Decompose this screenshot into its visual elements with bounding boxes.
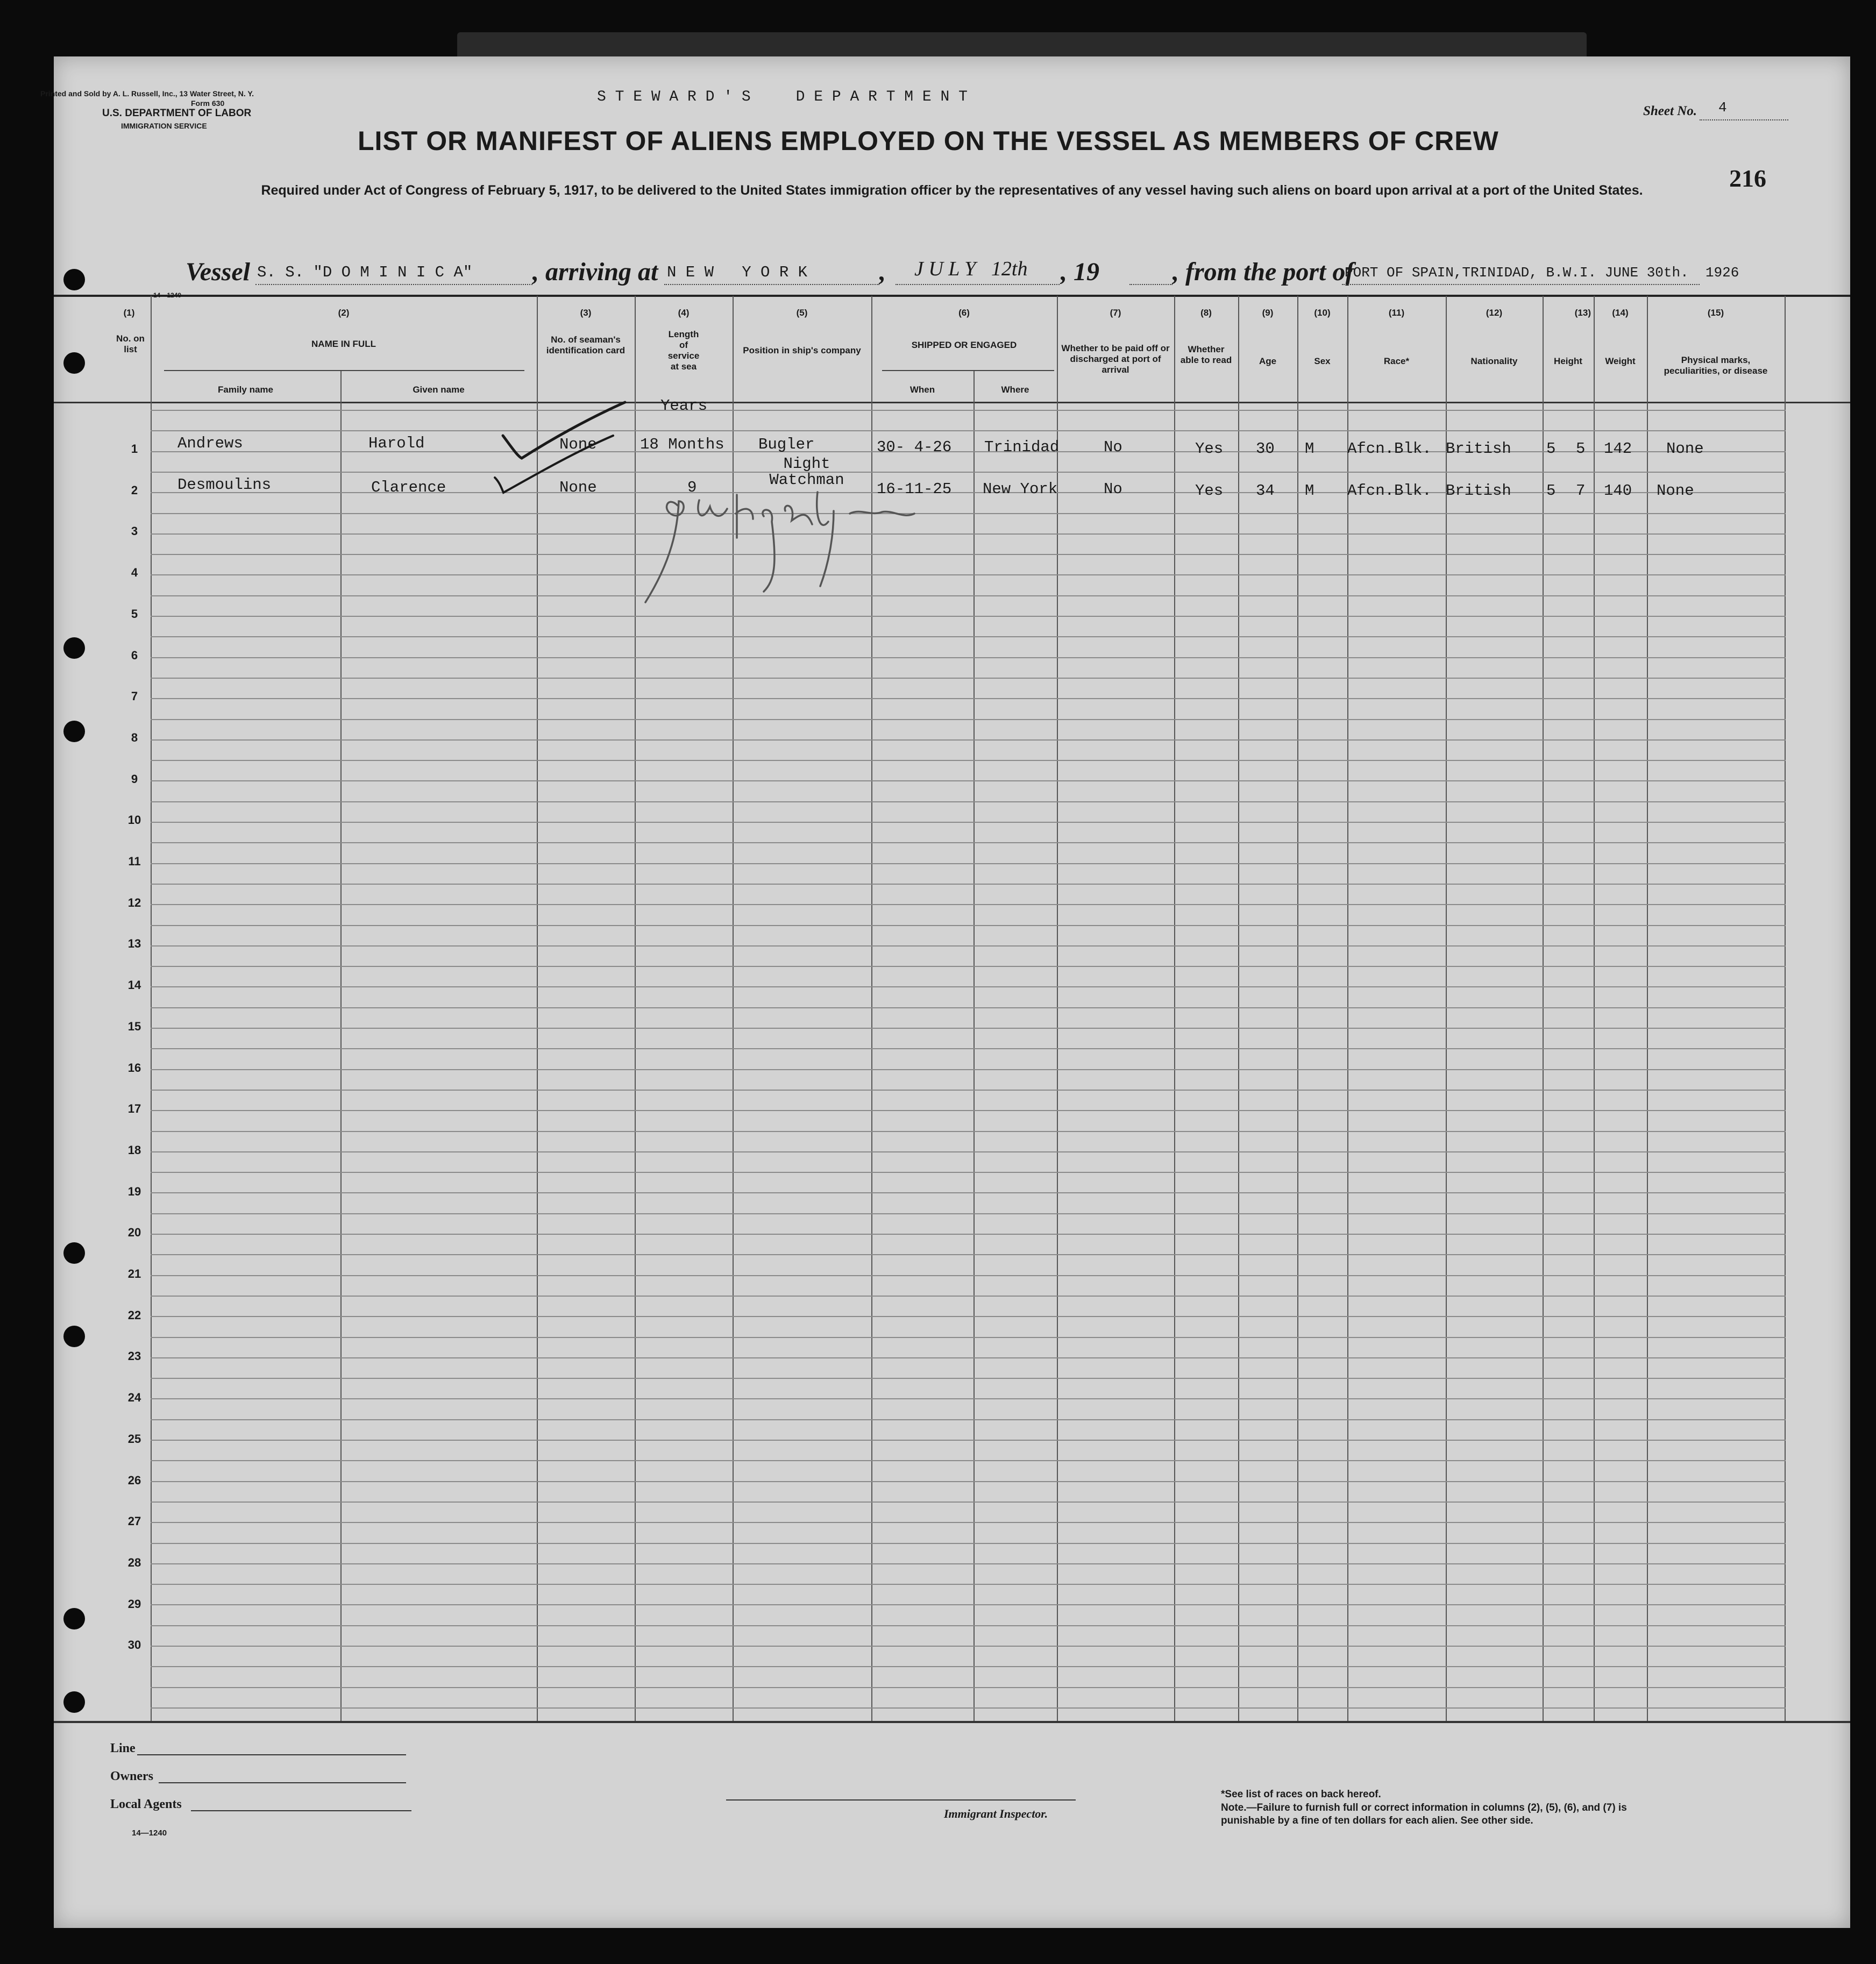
punch-hole bbox=[63, 721, 85, 742]
row-number: 14 bbox=[127, 978, 141, 992]
arrival-date: J U L Y 12th bbox=[914, 258, 1028, 280]
date-underline bbox=[896, 284, 1060, 285]
check-mark bbox=[503, 402, 625, 458]
col6-label: SHIPPED OR ENGAGED bbox=[911, 340, 1017, 350]
row-number: 21 bbox=[127, 1267, 141, 1280]
height-feet-cell: 5 bbox=[1546, 440, 1556, 458]
col14-label: Weight bbox=[1605, 356, 1636, 366]
sex-cell: M bbox=[1305, 440, 1314, 458]
from-port-underline bbox=[1342, 284, 1700, 285]
col15-label: Physical marks, peculiarities, or disease bbox=[1664, 355, 1768, 376]
owners-label: Owners bbox=[110, 1769, 153, 1783]
race-cell: Afcn.Blk. bbox=[1347, 482, 1432, 500]
ruled-line bbox=[151, 966, 1786, 967]
ruled-line bbox=[151, 904, 1786, 905]
service-years-label: Years bbox=[660, 397, 708, 415]
row-number: 30 bbox=[127, 1638, 141, 1652]
col-divider bbox=[973, 371, 975, 1721]
col-divider bbox=[151, 296, 152, 1721]
col8-label: Whether able to read bbox=[1180, 344, 1232, 365]
position-cell: Bugler bbox=[758, 436, 815, 453]
ruled-line bbox=[151, 1378, 1786, 1379]
ruled-line bbox=[151, 1646, 1786, 1647]
ruled-line bbox=[151, 1337, 1786, 1338]
col-divider bbox=[1174, 296, 1175, 1721]
col10-number: (10) bbox=[1314, 308, 1331, 318]
ruled-line bbox=[151, 1131, 1786, 1132]
ruled-line bbox=[151, 1151, 1786, 1152]
date-separator: , bbox=[879, 258, 886, 286]
col7-number: (7) bbox=[1110, 308, 1121, 318]
ruled-line bbox=[151, 636, 1786, 637]
manifest-sheet bbox=[54, 56, 1850, 1928]
col-divider bbox=[1297, 296, 1298, 1721]
line-label: Line bbox=[110, 1741, 136, 1755]
col-divider bbox=[1446, 296, 1447, 1721]
col3-number: (3) bbox=[580, 308, 592, 318]
row-number: 18 bbox=[127, 1143, 141, 1157]
row-number: 26 bbox=[127, 1474, 141, 1487]
ruled-line bbox=[151, 1028, 1786, 1029]
shipped-when-cell: 16-11-25 bbox=[877, 480, 952, 498]
handwritten-marks bbox=[484, 387, 968, 613]
row-number: 7 bbox=[131, 689, 138, 703]
ruled-line bbox=[151, 574, 1786, 575]
year-underline bbox=[1129, 284, 1172, 285]
ruled-line bbox=[151, 945, 1786, 947]
line-underline bbox=[137, 1754, 406, 1755]
ruled-line bbox=[151, 657, 1786, 658]
ruled-line bbox=[151, 1296, 1786, 1297]
family-name-header: Family name bbox=[218, 385, 273, 395]
row-number: 12 bbox=[127, 896, 141, 909]
ruled-line bbox=[151, 1502, 1786, 1503]
punch-hole bbox=[63, 637, 85, 659]
row-number: 25 bbox=[127, 1432, 141, 1446]
shipped-where-cell: Trinidad bbox=[984, 438, 1060, 456]
height-feet-cell: 5 bbox=[1546, 482, 1556, 500]
row-number: 6 bbox=[131, 649, 138, 662]
col-divider bbox=[1347, 296, 1348, 1721]
row-number: 1 bbox=[131, 442, 138, 456]
col5-label: Position in ship's company bbox=[743, 345, 861, 355]
table-bottom-border bbox=[54, 1721, 1850, 1723]
given-name-header: Given name bbox=[413, 385, 465, 395]
col9-number: (9) bbox=[1262, 308, 1274, 318]
ruled-line bbox=[151, 1234, 1786, 1235]
page-subtitle: Required under Act of Congress of February 5, 1917, to be delivered to the United States immigration officer by the representatives of any vessel having such aliens on board upon arrival at a port of the United States. bbox=[261, 183, 1643, 198]
ruled-line bbox=[151, 1213, 1786, 1214]
handwritten-signature bbox=[645, 492, 914, 602]
punch-hole bbox=[63, 1691, 85, 1713]
ruled-line bbox=[151, 410, 1786, 411]
ruled-line bbox=[151, 533, 1786, 535]
form-code-top: 14—1240 bbox=[153, 291, 182, 299]
ruled-line bbox=[151, 884, 1786, 885]
form-code-bottom: 14—1240 bbox=[132, 1828, 167, 1838]
col7-label: Whether to be paid off or discharged at port of arrival bbox=[1061, 343, 1170, 375]
paper-tab-shadow bbox=[457, 32, 1587, 59]
physical-marks-cell: None bbox=[1666, 440, 1704, 458]
ruled-line bbox=[151, 678, 1786, 679]
ruled-line bbox=[151, 1584, 1786, 1585]
col-divider bbox=[340, 371, 342, 1721]
col-divider bbox=[1238, 296, 1239, 1721]
paid-off-cell: No bbox=[1104, 438, 1122, 456]
col-divider bbox=[1057, 296, 1058, 1721]
col13-number: (13) bbox=[1574, 308, 1591, 318]
ruled-line bbox=[151, 1007, 1786, 1008]
ruled-line bbox=[151, 1398, 1786, 1399]
check-mark bbox=[495, 436, 613, 493]
nationality-cell: British bbox=[1446, 482, 1511, 500]
ruled-line bbox=[151, 1625, 1786, 1626]
col2-number: (2) bbox=[338, 308, 350, 318]
ruled-line bbox=[151, 1275, 1786, 1276]
row-number: 2 bbox=[131, 483, 138, 497]
form-number: Form 630 bbox=[191, 99, 225, 108]
col4-number: (4) bbox=[678, 308, 690, 318]
col14-number: (14) bbox=[1612, 308, 1629, 318]
ruled-line bbox=[151, 1522, 1786, 1523]
col1-number: (1) bbox=[123, 308, 135, 318]
ruled-line bbox=[151, 842, 1786, 843]
ruled-line bbox=[151, 925, 1786, 926]
row-number: 23 bbox=[127, 1349, 141, 1363]
col2-label: NAME IN FULL bbox=[311, 339, 376, 349]
col-divider bbox=[1785, 296, 1786, 1721]
col11-number: (11) bbox=[1388, 308, 1405, 318]
ruled-line bbox=[151, 1172, 1786, 1173]
row-number: 20 bbox=[127, 1226, 141, 1239]
row-number: 9 bbox=[131, 772, 138, 786]
local-agents-underline bbox=[191, 1810, 411, 1811]
inspector-signature-line bbox=[726, 1799, 1076, 1801]
local-agents-label: Local Agents bbox=[110, 1797, 182, 1811]
ruled-line bbox=[151, 1707, 1786, 1709]
age-cell: 30 bbox=[1256, 440, 1275, 458]
ruled-line bbox=[151, 1110, 1786, 1111]
shipped-subheader-line bbox=[882, 370, 1054, 371]
given-name-cell: Clarence bbox=[371, 479, 446, 496]
col6-number: (6) bbox=[958, 308, 970, 318]
printer-imprint: Printed and Sold by A. L. Russell, Inc., 13 Water Street, N. Y. bbox=[40, 89, 254, 98]
race-footnote: *See list of races on back hereof. bbox=[1221, 1789, 1381, 1800]
sheet-number-label: Sheet No. bbox=[1643, 104, 1697, 118]
row-number: 19 bbox=[127, 1185, 141, 1198]
row-number: 24 bbox=[127, 1391, 141, 1404]
shipped-where-cell: New York bbox=[983, 480, 1058, 498]
ruled-line bbox=[151, 1090, 1786, 1091]
vessel-underline bbox=[255, 284, 532, 285]
ruled-line bbox=[151, 1316, 1786, 1317]
shipped-where-header: Where bbox=[1001, 385, 1029, 395]
ruled-line bbox=[151, 1543, 1786, 1544]
shipped-when-header: When bbox=[909, 385, 935, 395]
ruled-line bbox=[151, 1069, 1786, 1070]
row-number: 16 bbox=[127, 1061, 141, 1074]
race-cell: Afcn.Blk. bbox=[1347, 440, 1432, 458]
service-cell: 18 Months bbox=[640, 436, 724, 453]
punch-hole bbox=[63, 352, 85, 374]
ruled-line bbox=[151, 1192, 1786, 1193]
punch-hole bbox=[63, 1608, 85, 1629]
department-heading: S T E W A R D ' S D E P A R T M E N T bbox=[597, 89, 968, 105]
ruled-line bbox=[151, 760, 1786, 761]
col8-number: (8) bbox=[1200, 308, 1212, 318]
able-to-read-cell: Yes bbox=[1195, 482, 1224, 500]
arriving-port: N E W Y O R K bbox=[667, 264, 808, 281]
row-number: 28 bbox=[127, 1556, 141, 1569]
ruled-line bbox=[151, 822, 1786, 823]
service-cell: 9 bbox=[687, 479, 697, 496]
ruled-line bbox=[151, 1440, 1786, 1441]
ruled-line bbox=[151, 1419, 1786, 1420]
row-number: 17 bbox=[127, 1102, 141, 1115]
card-cell: None bbox=[559, 479, 597, 496]
owners-underline bbox=[159, 1782, 406, 1783]
col11-label: Race* bbox=[1383, 356, 1410, 366]
ruled-line bbox=[151, 801, 1786, 802]
able-to-read-cell: Yes bbox=[1195, 440, 1224, 458]
inspector-label: Immigrant Inspector. bbox=[944, 1807, 1048, 1820]
col5-number: (5) bbox=[796, 308, 808, 318]
age-cell: 34 bbox=[1256, 482, 1275, 500]
row-number: 11 bbox=[128, 855, 141, 868]
ruled-line bbox=[151, 739, 1786, 741]
col-divider bbox=[1647, 296, 1648, 1721]
row-number: 8 bbox=[131, 731, 138, 744]
ruled-line bbox=[151, 1604, 1786, 1605]
col3-label: No. of seaman's identification card bbox=[546, 335, 626, 355]
col10-label: Sex bbox=[1314, 356, 1331, 366]
page-number: 216 bbox=[1729, 165, 1766, 192]
ruled-line bbox=[151, 1048, 1786, 1049]
ruled-line bbox=[151, 863, 1786, 864]
weight-cell: 142 bbox=[1604, 440, 1632, 458]
ruled-line bbox=[151, 430, 1786, 431]
sex-cell: M bbox=[1305, 482, 1314, 500]
col1-label: No. on list bbox=[116, 333, 145, 354]
card-cell: None bbox=[559, 436, 597, 453]
row-number: 15 bbox=[127, 1020, 141, 1033]
ruled-line bbox=[151, 1481, 1786, 1482]
given-name-cell: Harold bbox=[368, 435, 425, 452]
sheet-number-underline bbox=[1700, 119, 1788, 120]
ruled-line bbox=[151, 1687, 1786, 1688]
col13-label: Height bbox=[1554, 356, 1582, 366]
ruled-line bbox=[151, 513, 1786, 514]
shipped-when-cell: 30- 4-26 bbox=[877, 438, 952, 456]
ruled-line bbox=[151, 472, 1786, 473]
ruled-line bbox=[151, 1460, 1786, 1461]
from-port-label: , from the port of bbox=[1172, 258, 1354, 286]
col4-label: Length of service at sea bbox=[667, 329, 700, 372]
name-subheader-line bbox=[164, 370, 524, 371]
vessel-name: S. S. "D O M I N I C A" bbox=[257, 264, 473, 281]
vessel-label: Vessel bbox=[186, 258, 250, 286]
row-number: 10 bbox=[127, 813, 141, 827]
arriving-label: , arriving at bbox=[532, 258, 658, 286]
punch-hole bbox=[63, 269, 85, 290]
col9-label: Age bbox=[1259, 356, 1277, 366]
ruled-line bbox=[151, 1357, 1786, 1358]
position-cell: Night Watchman bbox=[769, 455, 844, 489]
ruled-line bbox=[151, 986, 1786, 987]
nationality-cell: British bbox=[1446, 440, 1511, 458]
col12-label: Nationality bbox=[1470, 356, 1518, 366]
physical-marks-cell: None bbox=[1657, 482, 1694, 500]
ruled-line bbox=[151, 1666, 1786, 1667]
col-divider bbox=[1594, 296, 1595, 1721]
ruled-line bbox=[151, 698, 1786, 699]
immigration-service: IMMIGRATION SERVICE bbox=[121, 122, 207, 130]
penalty-note: Note.—Failure to furnish full or correct information in columns (2), (5), (6), and (7) is punishable by a fine of ten dollars for each alien. See other side. bbox=[1221, 1802, 1627, 1826]
row-number: 3 bbox=[131, 524, 138, 538]
year-label: , 19 bbox=[1061, 258, 1099, 286]
from-port: PORT OF SPAIN,TRINIDAD, B.W.I. JUNE 30th. 1926 bbox=[1345, 265, 1739, 281]
col12-number: (12) bbox=[1486, 308, 1503, 318]
page-title: LIST OR MANIFEST OF ALIENS EMPLOYED ON THE VESSEL AS MEMBERS OF CREW bbox=[358, 126, 1499, 156]
department-of-labor: U.S. DEPARTMENT OF LABOR bbox=[102, 108, 252, 119]
arriving-underline bbox=[664, 284, 879, 285]
row-number: 22 bbox=[127, 1308, 141, 1322]
table-top-border bbox=[54, 295, 1850, 297]
row-number: 13 bbox=[127, 937, 141, 950]
punch-hole bbox=[63, 1326, 85, 1347]
ruled-line bbox=[151, 1563, 1786, 1564]
ruled-line bbox=[151, 554, 1786, 555]
weight-cell: 140 bbox=[1604, 482, 1632, 500]
family-name-cell: Desmoulins bbox=[177, 476, 272, 494]
row-number: 4 bbox=[131, 566, 138, 579]
col-divider bbox=[1543, 296, 1544, 1721]
punch-hole bbox=[63, 1242, 85, 1264]
ruled-line bbox=[151, 1254, 1786, 1255]
ruled-line bbox=[151, 719, 1786, 720]
sheet-number-value: 4 bbox=[1718, 99, 1727, 116]
ruled-line bbox=[151, 616, 1786, 617]
row-number: 27 bbox=[127, 1514, 141, 1528]
row-number: 29 bbox=[127, 1597, 141, 1611]
row-number: 5 bbox=[131, 607, 138, 621]
family-name-cell: Andrews bbox=[177, 435, 243, 452]
ruled-line bbox=[151, 780, 1786, 781]
height-inches-cell: 5 bbox=[1576, 440, 1586, 458]
height-inches-cell: 7 bbox=[1576, 482, 1586, 500]
paid-off-cell: No bbox=[1104, 480, 1122, 498]
ruled-line bbox=[151, 595, 1786, 596]
col15-number: (15) bbox=[1707, 308, 1724, 318]
